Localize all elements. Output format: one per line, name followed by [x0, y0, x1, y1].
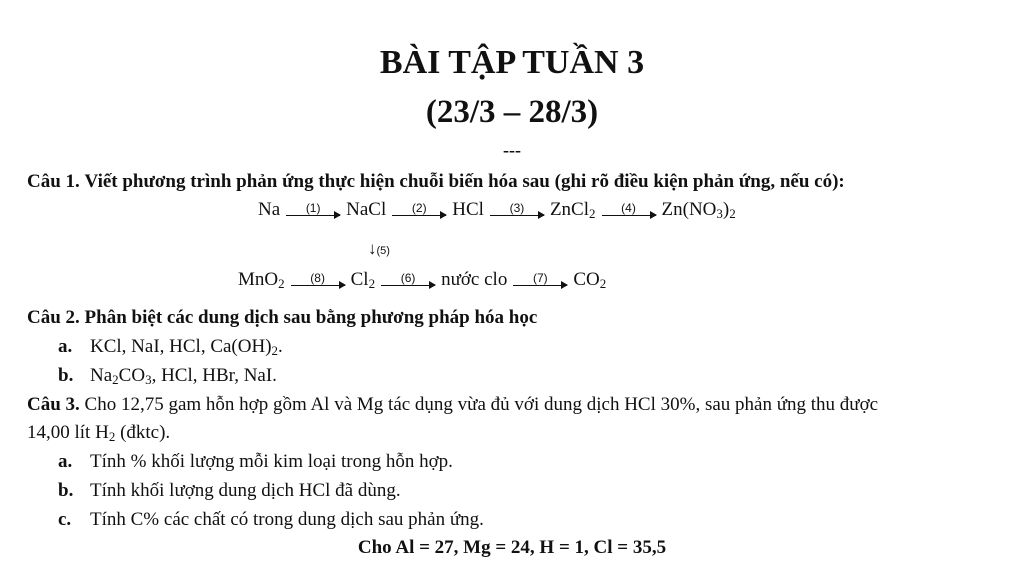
- species-hcl: HCl: [452, 199, 484, 220]
- arrow-6: [381, 272, 435, 287]
- species-zn-no3-main: Zn(NO: [661, 199, 717, 220]
- arrow-icon: [381, 285, 435, 287]
- down-arrow-label: (5): [376, 245, 390, 257]
- reaction-chain-row-2: [238, 268, 606, 292]
- item-sub: 2: [112, 372, 119, 387]
- species-zn-no3-sub2: 2: [729, 206, 736, 221]
- arrow-3-label: (3): [509, 200, 525, 215]
- species-co2-main: CO: [573, 269, 600, 290]
- arrow-icon: [490, 215, 544, 217]
- species-chlorine-water: nước clo: [441, 269, 508, 290]
- question-2-item-b: [58, 365, 277, 387]
- question-3-item-b: [58, 480, 401, 502]
- arrow-icon: [602, 215, 656, 217]
- arrow-8-label: (8): [310, 270, 325, 285]
- arrow-3: [490, 202, 544, 217]
- species-zncl2-main: ZnCl: [549, 199, 590, 220]
- species-zn-no3-sub1: 3: [716, 206, 723, 221]
- species-cl2-sub: 2: [368, 276, 376, 291]
- item-label: b.: [58, 365, 74, 386]
- species-mno2: [238, 268, 285, 292]
- question-3-item-c: [58, 509, 484, 531]
- reaction-chain-row-1: [258, 198, 736, 222]
- down-arrow-5: [368, 239, 390, 259]
- species-zncl2: [550, 198, 596, 222]
- page-title: BÀI TẬP TUẦN 3: [379, 44, 645, 81]
- arrow-2-label: (2): [411, 200, 427, 215]
- arrow-2: [392, 202, 446, 217]
- item-label: c.: [58, 509, 72, 530]
- item-sub: 3: [145, 372, 152, 387]
- arrow-6-label: (6): [400, 270, 416, 285]
- species-mno2-main: MnO: [238, 269, 279, 290]
- question-1-text: Viết phương trình phản ứng thực hiện chuỗi biến hóa sau (ghi rõ điều kiện phản ứng, nếu có):: [84, 171, 845, 192]
- down-arrow-icon: ↓: [368, 239, 377, 258]
- arrow-icon: [291, 285, 345, 287]
- question-2-text: Phân biệt các dung dịch sau bằng phương pháp hóa học: [84, 307, 538, 328]
- species-cl2-main: Cl: [350, 269, 369, 290]
- arrow-icon: [392, 215, 446, 217]
- arrow-icon: [513, 285, 567, 287]
- arrow-1-label: (1): [305, 200, 321, 215]
- question-3-line-2: [27, 422, 170, 444]
- item-text: Tính C% các chất có trong dung dịch sau phản ứng.: [90, 509, 484, 530]
- item-text: Na: [90, 365, 113, 386]
- question-3-text-2: 14,00 lít H: [27, 422, 109, 443]
- date-range: (23/3 – 28/3): [425, 94, 599, 130]
- item-sub: 2: [271, 343, 279, 358]
- question-3-label: Câu 3.: [27, 394, 80, 415]
- question-2: [27, 307, 537, 329]
- species-co2-sub: 2: [599, 276, 607, 291]
- question-3: [27, 394, 878, 416]
- item-text: KCl, NaI, HCl, Ca(OH): [90, 336, 272, 357]
- question-1: [27, 171, 845, 193]
- species-zn-no3-mid: ): [722, 199, 730, 220]
- arrow-4: [602, 202, 656, 217]
- arrow-8: [291, 272, 345, 287]
- species-mno2-sub: 2: [278, 276, 285, 291]
- species-zn-no3-2: [662, 198, 736, 222]
- item-text: CO: [118, 365, 146, 386]
- item-text: Tính % khối lượng mỗi kim loại trong hỗn hợp.: [90, 451, 453, 472]
- atomic-masses: Cho Al = 27, Mg = 24, H = 1, Cl = 35,5: [357, 537, 667, 558]
- arrow-icon: [286, 215, 340, 217]
- arrow-1: [286, 202, 340, 217]
- question-1-label: Câu 1.: [27, 171, 80, 192]
- separator: ---: [503, 140, 521, 160]
- item-label: a.: [58, 336, 73, 357]
- question-3-sub: 2: [108, 429, 116, 444]
- species-zncl2-sub: 2: [589, 206, 596, 221]
- item-label: a.: [58, 451, 73, 472]
- species-cl2: [351, 268, 375, 292]
- item-end: , HCl, HBr, NaI.: [151, 365, 277, 386]
- question-2-item-a: [58, 336, 283, 358]
- question-3-text-2-end: (đktc).: [115, 422, 171, 443]
- question-3-text-1: Cho 12,75 gam hỗn hợp gồm Al và Mg tác dụng vừa đủ với dung dịch HCl 30%, sau phản ứng thu được: [84, 394, 879, 415]
- item-end: .: [278, 336, 283, 357]
- question-3-item-a: [58, 451, 453, 473]
- species-na: Na: [258, 199, 281, 220]
- arrow-7-label: (7): [532, 270, 548, 285]
- arrow-4-label: (4): [621, 200, 636, 215]
- item-label: b.: [58, 480, 74, 501]
- question-2-label: Câu 2.: [27, 307, 80, 328]
- item-text: Tính khối lượng dung dịch HCl đã dùng.: [90, 480, 401, 501]
- species-co2: [573, 268, 606, 292]
- arrow-7: [513, 272, 567, 287]
- species-nacl: NaCl: [346, 199, 387, 220]
